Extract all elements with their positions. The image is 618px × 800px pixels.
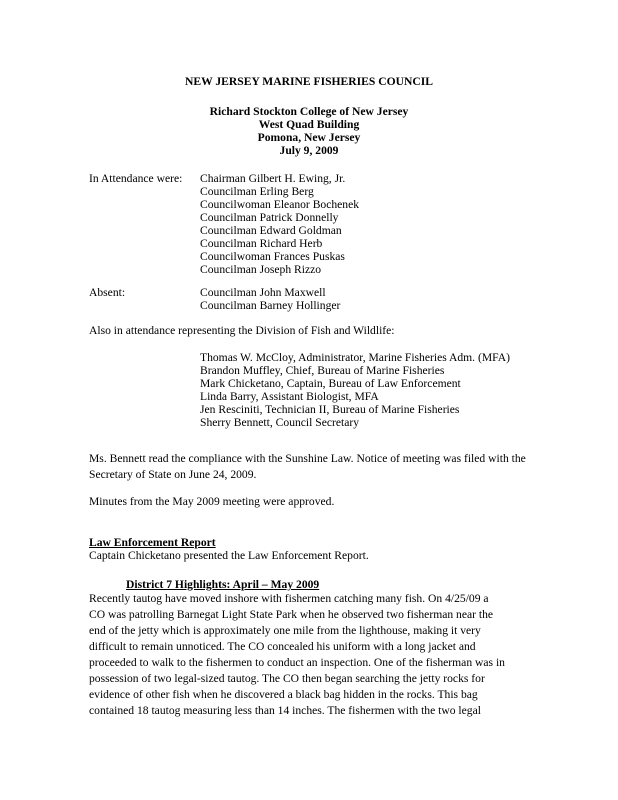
- location-line-building: West Quad Building: [258, 118, 360, 131]
- staff-name: Thomas W. McCloy, Administrator, Marine Fisheries Adm. (MFA): [200, 351, 510, 364]
- staff-name: Linda Barry, Assistant Biologist, MFA: [200, 390, 379, 403]
- attendee-name: Councilwoman Frances Puskas: [200, 250, 345, 263]
- staff-name: Sherry Bennett, Council Secretary: [200, 416, 360, 429]
- district-text-line: end of the jetty which is approximately one mile from the lighthouse, making it very: [89, 624, 481, 637]
- district-text-line: possession of two legal-sized tautog. The CO then began searching the jetty rocks for: [89, 672, 485, 685]
- attendee-name: Councilman Richard Herb: [200, 237, 323, 250]
- district-text-line: evidence of other fish when he discovered a black bag hidden in the rocks. This bag: [89, 688, 478, 701]
- district-heading: District 7 Highlights: April – May 2009: [126, 578, 320, 591]
- sunshine-paragraph: Ms. Bennett read the compliance with the Sunshine Law. Notice of meeting was filed with the Secretary of State on June 24, 2009.: [89, 452, 526, 482]
- attendee-name: Chairman Gilbert H. Ewing, Jr.: [200, 172, 346, 185]
- absent-name: Councilman John Maxwell: [200, 286, 326, 299]
- attendee-name: Councilman Edward Goldman: [200, 224, 342, 237]
- staff-name: Jen Resciniti, Technician II, Bureau of Marine Fisheries: [200, 403, 460, 416]
- district-text-line: proceeded to walk to the fishermen to conduct an inspection. One of the fisherman was in: [89, 656, 505, 669]
- law-enforcement-heading: Law Enforcement Report: [89, 536, 216, 549]
- staff-name: Brandon Muffley, Chief, Bureau of Marine Fisheries: [200, 364, 445, 377]
- staff-name: Mark Chicketano, Captain, Bureau of Law Enforcement: [200, 377, 461, 390]
- district-text-line: contained 18 tautog measuring less than 14 inches. The fishermen with the two legal: [89, 704, 481, 717]
- attendee-name: Councilman Erling Berg: [200, 185, 314, 198]
- law-enforcement-intro: Captain Chicketano presented the Law Enforcement Report.: [89, 549, 369, 562]
- location-line-city: Pomona, New Jersey: [257, 131, 361, 144]
- location-line-college: Richard Stockton College of New Jersey: [209, 105, 409, 118]
- district-text-line: CO was patrolling Barnegat Light State Park when he observed two fisherman near the: [89, 608, 494, 621]
- meeting-date: July 9, 2009: [279, 144, 339, 157]
- district-text-line: difficult to remain unnoticed. The CO concealed his uniform with a long jacket and: [89, 640, 476, 653]
- attendee-name: Councilman Patrick Donnelly: [200, 211, 339, 224]
- attendance-label: In Attendance were:: [89, 172, 183, 185]
- minutes-approval: Minutes from the May 2009 meeting were approved.: [89, 495, 335, 508]
- attendee-name: Councilwoman Eleanor Bochenek: [200, 198, 360, 211]
- district-text-line: Recently tautog have moved inshore with fishermen catching many fish. On 4/25/09 a: [89, 592, 489, 605]
- council-title: NEW JERSEY MARINE FISHERIES COUNCIL: [184, 75, 434, 88]
- division-intro: Also in attendance representing the Division of Fish and Wildlife:: [89, 324, 395, 337]
- absent-label: Absent:: [89, 286, 126, 299]
- attendee-name: Councilman Joseph Rizzo: [200, 263, 322, 276]
- absent-name: Councilman Barney Hollinger: [200, 299, 341, 312]
